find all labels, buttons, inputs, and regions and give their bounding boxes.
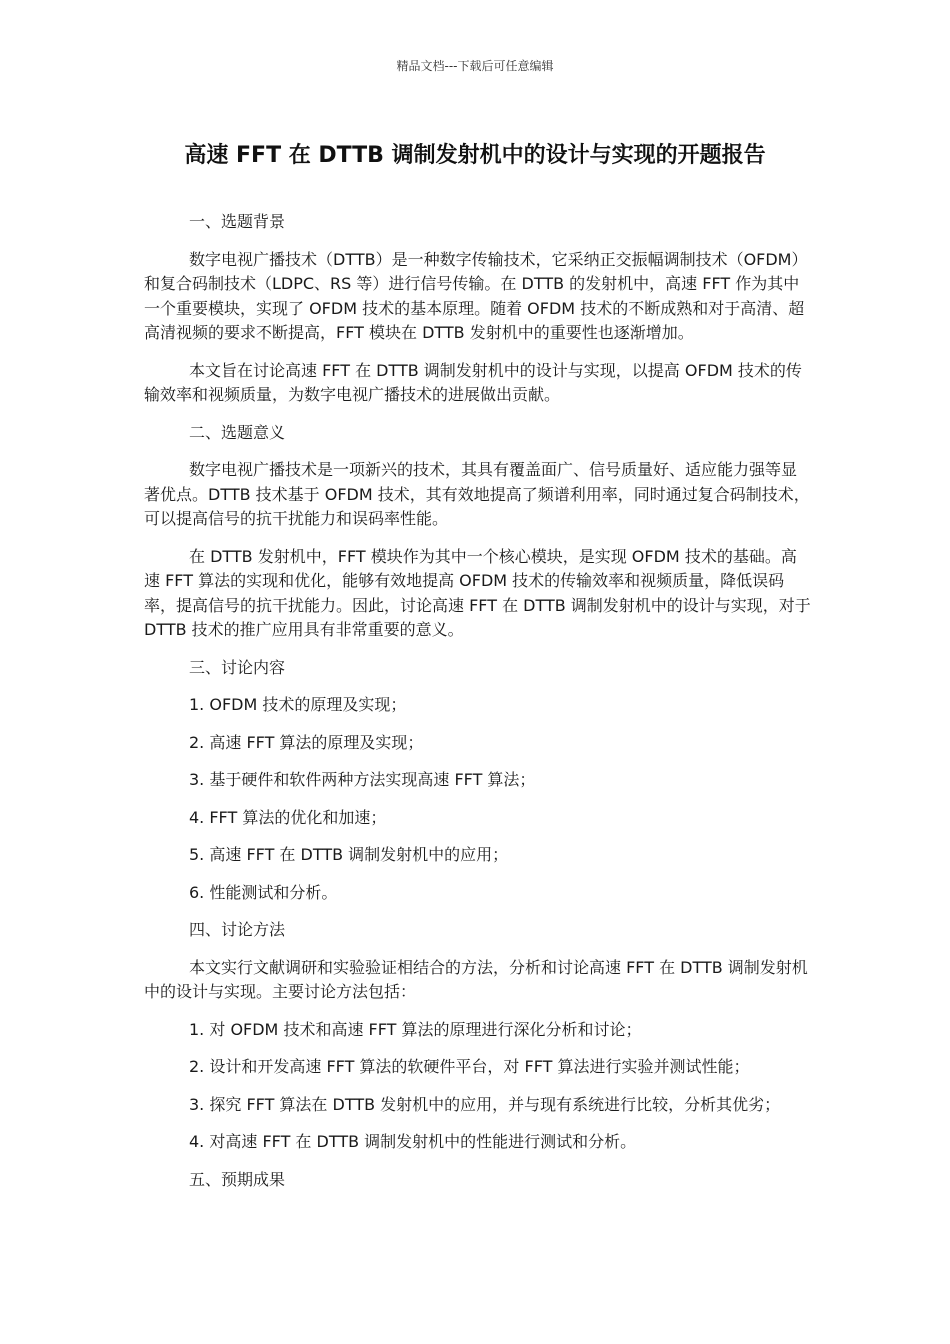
list-item: 3. 探究 FFT 算法在 DTTB 发射机中的应用，并与现有系统进行比较，分析其优劣； [189,1094,781,1114]
list-item: 1. OFDM 技术的原理及实现； [189,695,407,714]
paragraph: 本文实行文献调研和实验验证相结合的方法，分析和讨论高速 FFT 在 DTTB 调制发射机中的设计与实现。主要讨论方法包括： [144,957,808,1001]
list-item: 2. 高速 FFT 算法的原理及实现； [189,732,424,752]
paragraph: 在 DTTB 发射机中，FFT 模块作为其中一个核心模块，是实现 OFDM 技术的基础。高速 FFT 算法的实现和优化，能够有效地提高 OFDM 技术的传输效率和视频质量，降低误码率，提高信号的抗干扰能力。因此，讨论高速 FFT 在 DTTB 调制发射机中的设计与实现，对于 DTTB 技术的推广应用具有非常重要的意义。 [144,546,811,639]
list-item: 5. 高速 FFT 在 DTTB 调制发射机中的应用； [189,845,509,864]
section-heading-background: 一、选题背景 [189,212,286,231]
document-title: 高速 FFT 在 DTTB 调制发射机中的设计与实现的开题报告 [184,143,766,168]
paragraph: 数字电视广播技术（DTTB）是一种数字传输技术，它采纳正交振幅调制技术（OFDM）和复合码制技术（LDPC、RS 等）进行信号传输。在 DTTB 的发射机中，高速 FFT 作为其中一个重要模块，实现了 OFDM 技术的基本原理。随着 OFDM 技术的不断成熟和对于高清、超高清视频的要求不断提高，FFT 模块在 DTTB 发射机中的重要性也逐渐增加。 [144,249,808,342]
list-item: 6. 性能测试和分析。 [189,882,338,902]
list-item: 2. 设计和开发高速 FFT 算法的软硬件平台，对 FFT 算法进行实验并测试性能； [189,1057,750,1076]
document-body [144,210,812,1205]
section-heading-expected-results: 五、预期成果 [189,1169,286,1189]
list-item: 4. 对高速 FFT 在 DTTB 调制发射机中的性能进行测试和分析。 [189,1132,637,1151]
section-heading-methods: 四、讨论方法 [189,920,286,939]
page-header: 精品文档---下载后可任意编辑 [396,59,554,73]
list-item: 1. 对 OFDM 技术和高速 FFT 算法的原理进行深化分析和讨论； [189,1019,642,1039]
paragraph: 本文旨在讨论高速 FFT 在 DTTB 调制发射机中的设计与实现，以提高 OFDM 技术的传输效率和视频质量，为数字电视广播技术的进展做出贡献。 [144,360,802,404]
section-heading-significance: 二、选题意义 [189,422,286,442]
paragraph: 数字电视广播技术是一项新兴的技术，其具有覆盖面广、信号质量好、适应能力强等显著优点。DTTB 技术基于 OFDM 技术，其有效地提高了频谱利用率，同时通过复合码制技术，可以提高信号的抗干扰能力和误码率性能。 [144,460,810,528]
section-heading-content: 三、讨论内容 [189,657,286,677]
list-item: 3. 基于硬件和软件两种方法实现高速 FFT 算法； [189,770,536,789]
list-item: 4. FFT 算法的优化和加速； [189,807,387,827]
